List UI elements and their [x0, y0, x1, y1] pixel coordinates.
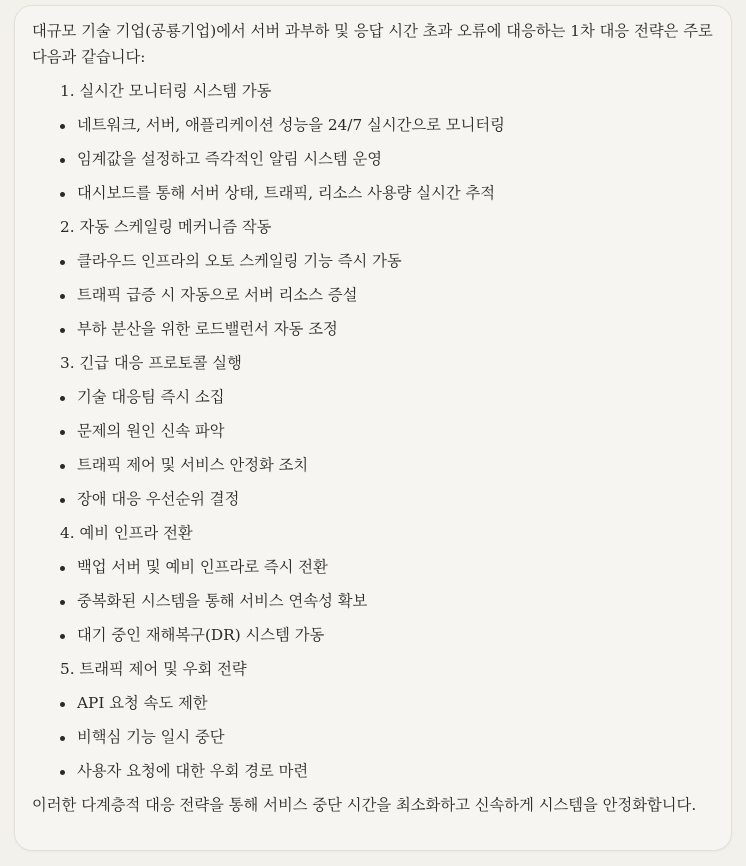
- list-item: [32, 384, 722, 418]
- section-heading: [60, 350, 242, 376]
- list-item: [32, 758, 722, 792]
- bullet-text: 장애 대응 우선순위 결정: [77, 490, 240, 508]
- bullet-text: 사용자 요청에 대한 우회 경로 마련: [77, 762, 309, 780]
- list-item: [32, 554, 722, 588]
- section-title: 실시간 모니터링 시스템 가동: [79, 82, 272, 100]
- strategy-list: [32, 78, 722, 792]
- section-number: 1.: [60, 82, 75, 100]
- section-heading: [60, 656, 247, 682]
- bullet-dot-icon: [60, 464, 65, 469]
- section-number: 3.: [60, 354, 75, 372]
- list-item: [32, 316, 722, 350]
- bullet-dot-icon: [60, 498, 65, 503]
- list-item: [32, 112, 722, 146]
- bullet-text: 기술 대응팀 즉시 소집: [77, 388, 225, 406]
- list-item: [32, 248, 722, 282]
- bullet-text: 네트워크, 서버, 애플리케이션 성능을 24/7 실시간으로 모니터링: [77, 116, 505, 134]
- bullet-text: 중복화된 시스템을 통해 서비스 연속성 확보: [77, 592, 368, 610]
- bullet-dot-icon: [60, 634, 65, 639]
- bullet-text: 비핵심 기능 일시 중단: [77, 728, 225, 746]
- section-title: 예비 인프라 전환: [79, 524, 193, 542]
- list-item: [32, 418, 722, 452]
- message-content: [32, 18, 722, 818]
- section-title: 긴급 대응 프로토콜 실행: [79, 354, 242, 372]
- list-item: [32, 690, 722, 724]
- section-number: 5.: [60, 660, 75, 678]
- bullet-text: 클라우드 인프라의 오토 스케일링 기능 즉시 가동: [77, 252, 402, 270]
- section-title: 자동 스케일링 메커니즘 작동: [79, 218, 272, 236]
- section-heading: [60, 78, 271, 104]
- bullet-dot-icon: [60, 192, 65, 197]
- list-item: [32, 214, 722, 248]
- section-heading: [60, 214, 271, 240]
- section-title: 트래픽 제어 및 우회 전략: [79, 660, 247, 678]
- list-item: [32, 146, 722, 180]
- list-item: [32, 656, 722, 690]
- section-number: 2.: [60, 218, 75, 236]
- outro-paragraph: 이러한 다계층적 대응 전략을 통해 서비스 중단 시간을 최소화하고 신속하게 시스템을 안정화합니다.: [32, 796, 697, 814]
- list-item: [32, 486, 722, 520]
- bullet-text: 대기 중인 재해복구(DR) 시스템 가동: [77, 626, 325, 644]
- list-item: [32, 78, 722, 112]
- list-item: [32, 588, 722, 622]
- bullet-text: 트래픽 급증 시 자동으로 서버 리소스 증설: [77, 286, 358, 304]
- list-item: [32, 520, 722, 554]
- bullet-dot-icon: [60, 260, 65, 265]
- bullet-dot-icon: [60, 566, 65, 571]
- section-heading: [60, 520, 193, 546]
- bullet-text: 임계값을 설정하고 즉각적인 알림 시스템 운영: [77, 150, 383, 168]
- bullet-dot-icon: [60, 158, 65, 163]
- list-item: [32, 282, 722, 316]
- bullet-dot-icon: [60, 770, 65, 775]
- bullet-text: 백업 서버 및 예비 인프라로 즉시 전환: [77, 558, 328, 576]
- bullet-text: 부하 분산을 위한 로드밸런서 자동 조정: [77, 320, 338, 338]
- bullet-dot-icon: [60, 124, 65, 129]
- message-card: [14, 5, 732, 851]
- list-item: [32, 180, 722, 214]
- bullet-dot-icon: [60, 430, 65, 435]
- bullet-dot-icon: [60, 396, 65, 401]
- bullet-dot-icon: [60, 600, 65, 605]
- bullet-text: API 요청 속도 제한: [77, 694, 208, 712]
- bullet-dot-icon: [60, 702, 65, 707]
- list-item: [32, 622, 722, 656]
- intro-paragraph: 대규모 기술 기업(공룡기업)에서 서버 과부하 및 응답 시간 초과 오류에 대응하는 1차 대응 전략은 주로 다음과 같습니다:: [32, 22, 713, 66]
- list-item: [32, 724, 722, 758]
- bullet-dot-icon: [60, 736, 65, 741]
- bullet-text: 대시보드를 통해 서버 상태, 트래픽, 리소스 사용량 실시간 추적: [77, 184, 496, 202]
- bullet-dot-icon: [60, 328, 65, 333]
- section-number: 4.: [60, 524, 75, 542]
- bullet-text: 문제의 원인 신속 파악: [77, 422, 225, 440]
- bullet-dot-icon: [60, 294, 65, 299]
- bullet-text: 트래픽 제어 및 서비스 안정화 조치: [77, 456, 309, 474]
- list-item: [32, 350, 722, 384]
- list-item: [32, 452, 722, 486]
